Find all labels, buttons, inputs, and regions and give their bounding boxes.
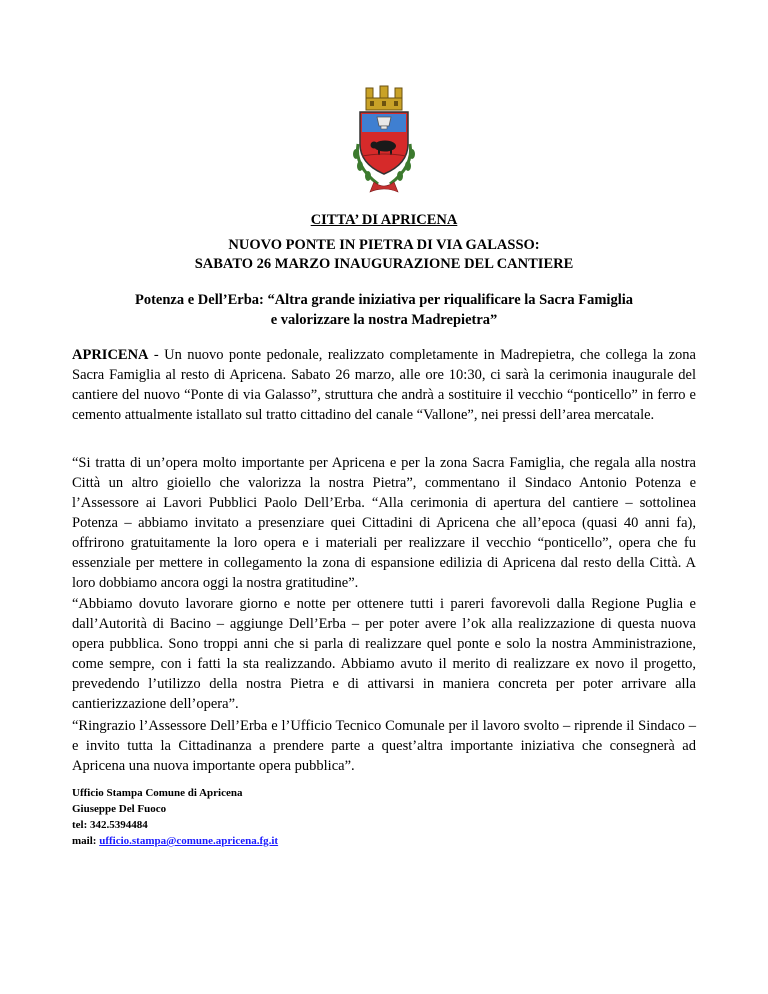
coat-of-arms-icon [340, 84, 428, 196]
contact-name: Giuseppe Del Fuoco [72, 803, 167, 815]
signature-block [72, 785, 278, 849]
headline-line-2: SABATO 26 MARZO INAUGURAZIONE DEL CANTIERE [194, 256, 574, 272]
contact-phone: tel: 342.5394484 [72, 819, 148, 831]
paragraph-1 [72, 345, 696, 425]
mail-label: mail: [72, 835, 100, 847]
headline [72, 236, 696, 274]
headline-line-1: NUOVO PONTE IN PIETRA DI VIA GALASSO: [228, 237, 540, 253]
contact-mail [72, 833, 278, 849]
subheadline-line-2: e valorizzare la nostra Madrepietra” [270, 312, 498, 328]
paragraph-2: “Si tratta di un’opera molto importante per Apricena e per la zona Sacra Famiglia, che regala alla nostra Città un altro gioiello che valorizza la nostra Pietra”, commentano il Sindaco Antonio Potenza e l’Assessore ai Lavori Pubblici Paolo Dell’Erba. “Alla cerimonia di apertura del cantiere – sottolinea Potenza – abbiamo invitato a presenziare quei Cittadini di Apricena che all’epoca (quasi 40 anni fa), offrirono gratuitamente la loro opera e i materiali per realizzare il vecchio “ponticello”, opera che fu essenziale per mettere in collegamento la zona di espansione edilizia di Apricena dal resto della Città. A loro dobbiamo ancora oggi la nostra gratitudine”. [72, 455, 696, 591]
city-heading: CITTA’ DI APRICENA [310, 212, 458, 228]
subheadline [72, 290, 696, 330]
email-link[interactable]: ufficio.stampa@comune.apricena.fg.it [99, 835, 279, 847]
dateline: APRICENA [72, 347, 149, 363]
press-office: Ufficio Stampa Comune di Apricena [72, 787, 243, 799]
paragraph-4: “Ringrazio l’Assessore Dell’Erba e l’Ufficio Tecnico Comunale per il lavoro svolto – riprende il Sindaco – e invito tutta la Cittadinanza a prendere parte a quest’altra importante iniziativa che consegnerà ad Apricena una nuova importante opera pubblica”. [72, 718, 696, 774]
subheadline-line-1: Potenza e Dell’Erba: “Altra grande iniziativa per riqualificare la Sacra Famiglia [134, 292, 634, 308]
paragraph-3: “Abbiamo dovuto lavorare giorno e notte per ottenere tutti i pareri favorevoli dalla Regione Puglia e dall’Autorità di Bacino – aggiunge Dell’Erba – per poter avere l’ok alla realizzazione di questa nuova opera pubblica. Sono troppi anni che si parla di realizzare quel ponte e solo la nostra Amministrazione, come sempre, con i fatti la sta realizzando. Abbiamo avuto il merito di realizzare ex novo il progetto, prevedendo l’utilizzo della nostra Pietra e di attivarsi in maniera concreta per poter arrivare alla cantierizzazione dell’opera”. [72, 596, 696, 712]
paragraph-1-text: - Un nuovo ponte pedonale, realizzato completamente in Madrepietra, che collega la zona Sacra Famiglia al resto di Apricena. Sabato 26 marzo, alle ore 10:30, ci sarà la cerimonia inaugurale del cantiere del nuovo “Ponte di via Galasso”, struttura che andrà a sostituire il vecchio “ponticello” in ferro e cemento attualmente istallato sul tratto cittadino del canale “Vallone”, nei pressi dell’area mercatale. [72, 347, 696, 423]
